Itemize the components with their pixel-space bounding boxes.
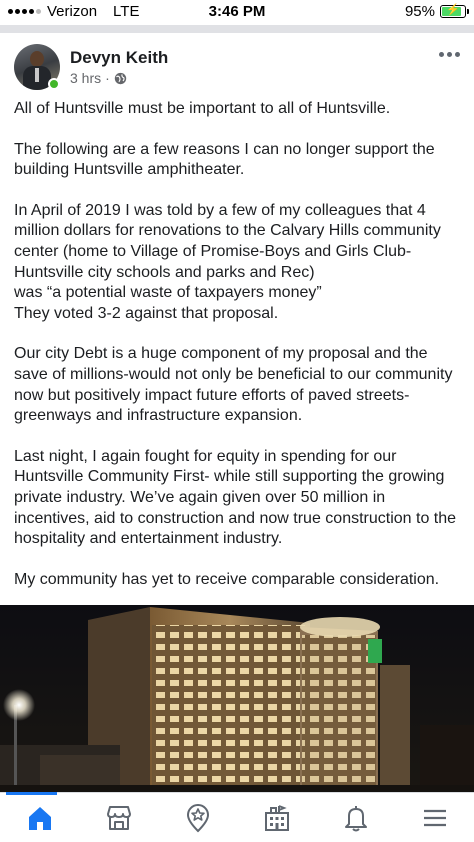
post-paragraph: Last night, I again fought for equity in spending for our Huntsville Community First- while still supporting the growing private industry. We’ve again given over 50 million in incentives, aid to construction and now true construction to the hospitality and entertainment industry. [14, 447, 457, 548]
status-bar [0, 0, 474, 24]
meta-separator: · [105, 70, 110, 86]
battery-icon: ⚡ [440, 5, 466, 18]
post-paragraph: was “a potential waste of taxpayers money” [14, 284, 322, 302]
online-status-icon [48, 78, 60, 90]
home-icon [25, 803, 55, 833]
feed-separator [0, 25, 474, 33]
bottom-nav [0, 792, 474, 842]
post-paragraph: The following are a few reasons I can no longer support the building Huntsville amphitheater. [14, 140, 435, 179]
post-paragraph: Our city Debt is a huge component of my proposal and the save of millions-would not only be beneficial to our community now but positively impact future efforts of paved streets-greenways and infrastructure expansion. [14, 345, 453, 425]
network-type: LTE [113, 3, 140, 20]
menu-icon [420, 803, 450, 833]
battery-percent: 95% [404, 3, 435, 20]
globe-icon [114, 72, 127, 85]
post-paragraph: They voted 3-2 against that proposal. [14, 304, 279, 322]
nav-home[interactable] [0, 793, 79, 842]
post-paragraph: My community has yet to receive comparable consideration. [14, 570, 440, 588]
nav-groups[interactable] [158, 793, 237, 842]
nav-notifications[interactable] [316, 793, 395, 842]
hotel-night-photo [0, 605, 474, 792]
nav-menu[interactable] [395, 793, 474, 842]
clock: 3:46 PM [208, 3, 266, 20]
groups-icon [183, 803, 213, 833]
battery-info [405, 3, 466, 20]
post-body [14, 99, 464, 610]
post-photo[interactable] [0, 605, 474, 792]
post-meta [70, 70, 127, 86]
post-paragraph: All of Huntsville must be important to all of Huntsville. [14, 100, 391, 117]
more-options-icon[interactable] [439, 52, 460, 57]
post-paragraph: In April of 2019 I was told by a few of my colleagues that 4 million dollars for renovations to the Calvary Hills community center (home to Village of Promise-Boys and Girls Club-Huntsville city schools and parks and Rec) [14, 201, 441, 281]
nav-pages[interactable] [237, 793, 316, 842]
post-time[interactable]: 3 hrs [70, 70, 102, 86]
author-name[interactable]: Devyn Keith [70, 48, 169, 67]
bell-icon [341, 803, 371, 833]
marketplace-icon [104, 803, 134, 833]
pages-icon [262, 803, 292, 833]
carrier-name: Verizon [47, 3, 98, 20]
post-header [14, 44, 464, 94]
nav-marketplace[interactable] [79, 793, 158, 842]
